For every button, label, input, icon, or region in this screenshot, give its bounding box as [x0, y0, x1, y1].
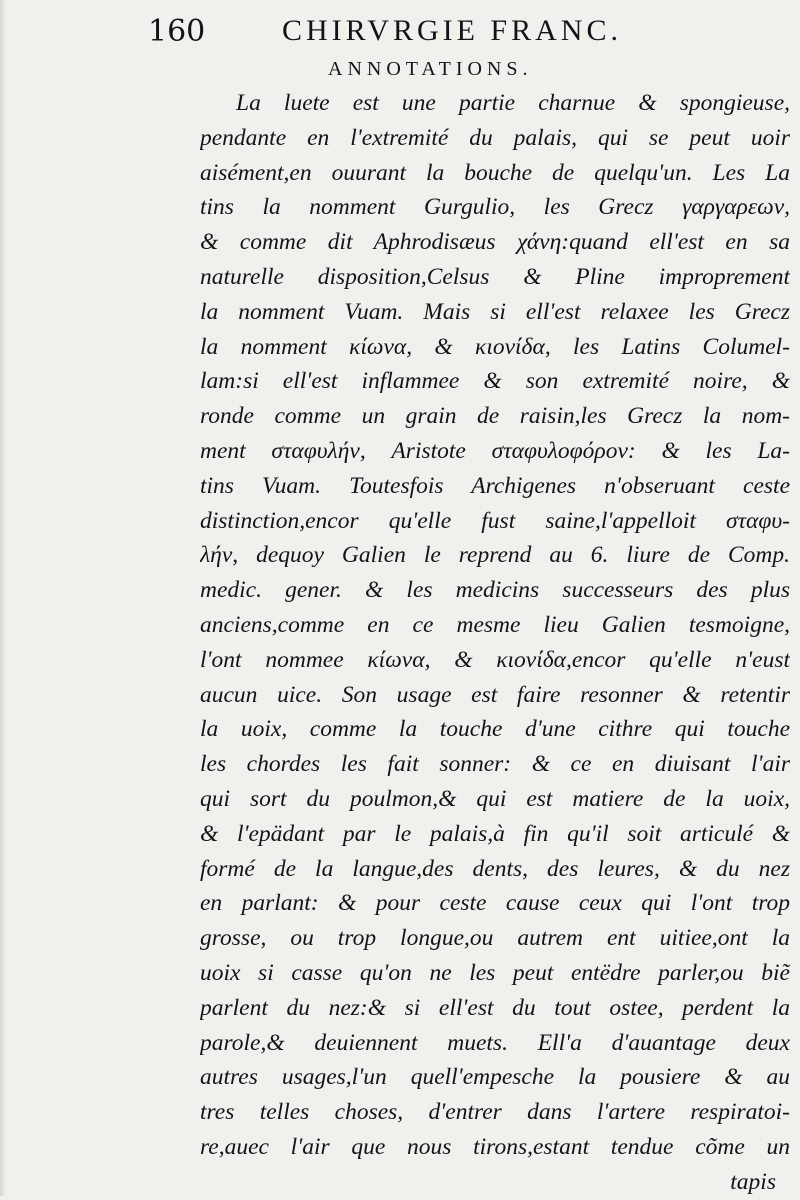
page-header [140, 14, 700, 52]
text-line: en parlant: & pour ceste cause ceux qui l'ont trop [200, 890, 790, 917]
text-line: grosse, ou trop longue,ou autrem ent uitiee,ont la [200, 925, 790, 952]
text-line: parole,& deuiennent muets. Ell'a d'auantage deux [200, 1029, 790, 1056]
text-line: formé de la langue,des dents, des leures, & du nez [200, 855, 790, 882]
text-line: lam:si ell'est inflammee & son extremité noire, & [200, 368, 790, 395]
text-line: distinction,encor qu'elle fust saine,l'appelloit σταφυ- [200, 507, 790, 534]
text-line: tins Vuam. Toutesfois Archigenes n'obseruant ceste [200, 472, 790, 499]
text-line: aucun uice. Son usage est faire resonner & retentir [200, 681, 790, 708]
text-line: ment σταφυλήν, Aristote σταφυλοφόρον: & les La- [200, 437, 790, 464]
text-line: λήν, dequoy Galien le reprend au 6. liure de Comp. [200, 542, 790, 569]
text-line: aisément,en ouurant la bouche de quelqu'un. Les La [200, 159, 790, 186]
text-line: autres usages,l'un quell'empesche la pousiere & au [200, 1064, 790, 1091]
text-line: & l'epädant par le palais,à fin qu'il soit articulé & [200, 820, 790, 847]
text-line: parlent du nez:& si ell'est du tout ostee, perdent la [200, 994, 790, 1021]
text-line: l'ont nommee κίωνα, & κιονίδα,encor qu'elle n'eust [200, 646, 790, 673]
text-line: ronde comme un grain de raisin,les Grecz la nom- [200, 403, 790, 430]
text-line: & comme dit Aphrodisæus χάνη:quand ell'est en sa [200, 229, 790, 256]
text-line: la nomment κίωνα, & κιονίδα, les Latins Columel- [200, 333, 790, 360]
page-edge [0, 0, 6, 1196]
text-line: medic. gener. & les medicins successeurs des plus [200, 577, 790, 604]
catchword: tapis [730, 1168, 776, 1195]
text-line: La luete est une partie charnue & spongieuse, [236, 90, 790, 116]
text-line: la uoix, comme la touche d'une cithre qui touche [200, 716, 790, 743]
text-line: anciens,comme en ce mesme lieu Galien tesmoigne, [200, 611, 790, 638]
section-heading: ANNOTATIONS. [328, 58, 533, 80]
running-title: CHIRVRGIE FRANC. [282, 14, 622, 47]
page-number: 160 [148, 14, 206, 49]
text-line: pendante en l'extremité du palais, qui se peut uoir [200, 124, 790, 151]
text-line: re,auec l'air que nous tirons,estant tendue cõme un [200, 1133, 790, 1160]
body-text [200, 86, 790, 1200]
text-line: tins la nomment Gurgulio, les Grecz γαργαρεων, [200, 194, 790, 221]
text-line: uoix si casse qu'on ne les peut entëdre parler,ou biẽ [200, 959, 790, 986]
text-line: la nomment Vuam. Mais si ell'est relaxee les Grecz [200, 298, 790, 325]
text-line: tres telles choses, d'entrer dans l'artere respiratoi- [200, 1099, 790, 1126]
text-line: qui sort du poulmon,& qui est matiere de la uoix, [200, 785, 790, 812]
text-line: naturelle disposition,Celsus & Pline improprement [200, 263, 790, 290]
text-line: les chordes les fait sonner: & ce en diuisant l'air [200, 751, 790, 778]
